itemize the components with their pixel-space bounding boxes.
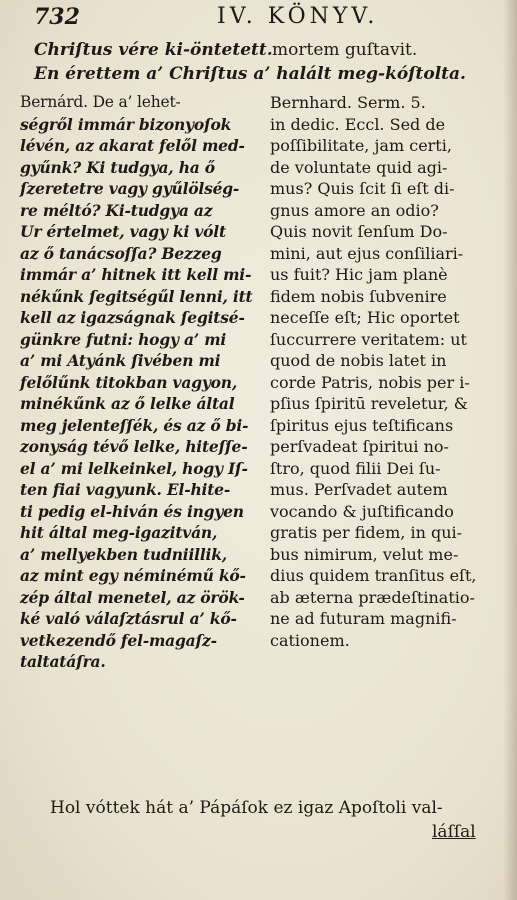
hu-line: ſzeretetre vagy gyűlölség- [20, 179, 240, 198]
hu-line: Bernárd. De a’ lehet- [20, 93, 181, 111]
hu-line: zonyság tévő lelke, hiteſſe- [20, 437, 248, 456]
catchword: láſſal [432, 822, 476, 842]
hu-line: az ő tanácsoſſa? Bezzeg [20, 243, 222, 263]
hu-line: a’ mi Atyánk ſivében mi [20, 351, 221, 370]
hu-line: el a’ mi lelkeinkel, hogy Iſ- [20, 458, 248, 478]
hu-line: gyűnk? Ki tudgya, ha ő [20, 157, 215, 177]
la-line: Bernhard. Serm. 5. [270, 93, 426, 112]
page-number: 732 [34, 4, 80, 30]
la-line: ſuccurrere veritatem: ut [270, 329, 467, 349]
intro-line-1 [34, 40, 418, 60]
hu-line: hit által meg-igazitván, [20, 523, 218, 542]
hu-line: ké való válaſztásrul a’ kő- [20, 609, 237, 628]
hu-line: az mint egy néminémű kő- [20, 566, 246, 585]
hu-line: Ur értelmet, vagy ki vólt [20, 222, 226, 241]
la-line: Quis novit ſenſum Do- [270, 222, 448, 241]
la-line: pſius ſpiritū reveletur, & [270, 394, 468, 413]
intro-hu: Chriſtus vére ki-öntetett. [34, 40, 273, 60]
la-line: ab æterna prædeſtinatio- [270, 587, 475, 607]
hu-line: lévén, az akarat felől med- [20, 136, 245, 155]
la-line: dius quidem tranſitus eſt, [270, 566, 477, 585]
la-line: bus nimirum, velut me- [270, 544, 459, 564]
la-line: mini, aut ejus conſiliari- [270, 243, 464, 263]
running-head: IV. KÖNYV. [217, 4, 379, 29]
la-line: poſſibilitate, jam certi, [270, 136, 452, 155]
hu-line: ti pedig el-hiván és ingyen [20, 501, 244, 521]
la-line: fidem nobis ſubvenire [270, 286, 447, 306]
la-line: gnus amore an odio? [270, 200, 439, 220]
la-line: de voluntate quid agi- [270, 157, 448, 177]
la-line: ſpiritus ejus teſtificans [270, 415, 454, 435]
page-header [34, 4, 504, 34]
la-line: in dedic. Eccl. Sed de [270, 114, 446, 134]
closing-line: Hol vóttek hát a’ Pápáſok ez igaz Apoſtoli val- [50, 798, 443, 818]
la-line: neceſſe eſt; Hic oportet [270, 308, 460, 327]
la-line: perſvadeat ſpiritui no- [270, 437, 449, 456]
hu-line: ségről immár bizonyoſok [20, 114, 232, 134]
hu-line: nékűnk ſegitségűl lenni, itt [20, 286, 253, 306]
la-line: corde Patris, nobis per i- [270, 372, 470, 392]
page-gutter-shadow [503, 0, 517, 900]
la-line: cationem. [270, 630, 350, 650]
hu-line: ten fiai vagyunk. El-hite- [20, 480, 231, 499]
hu-line: vetkezendő fel-magaſz- [20, 630, 217, 650]
la-line: mus. Perſvadet autem [270, 480, 448, 499]
la-line: us fuit? Hic jam planè [270, 265, 448, 284]
hu-line: immár a’ hitnek itt kell mi- [20, 265, 252, 284]
la-line: quod de nobis latet in [270, 351, 447, 370]
hu-line: kell az igazságnak ſegitsé- [20, 308, 245, 327]
la-line: gratis per fidem, in qui- [270, 523, 463, 542]
hu-line: zép által menetel, az örök- [20, 587, 245, 607]
intro-la: mortem guſtavit. [272, 40, 418, 60]
intro-line-2: En érettem a’ Chriſtus a’ halált meg-kóſtolta. [34, 64, 466, 84]
hu-line: meg jelenteſſék, és az ő bi- [20, 415, 249, 435]
la-line: mus? Quis ſcit ſi eſt di- [270, 179, 455, 198]
hu-line: günkre futni: hogy a’ mi [20, 329, 227, 349]
hu-line: minékűnk az ő lelke által [20, 394, 235, 413]
la-line: ſtro, quod filii Dei ſu- [270, 458, 441, 478]
hu-line: re méltó? Ki-tudgya az [20, 200, 213, 220]
hu-line: felőlűnk titokban vagyon, [20, 372, 238, 392]
hu-line: taltatáſra. [20, 652, 106, 671]
la-line: ne ad futuram magnifi- [270, 609, 457, 628]
la-line: vocando & juſtificando [270, 501, 454, 521]
hungarian-column [20, 92, 260, 780]
latin-column [270, 92, 502, 780]
hu-line: a’ mellyekben tudniillik, [20, 544, 227, 564]
